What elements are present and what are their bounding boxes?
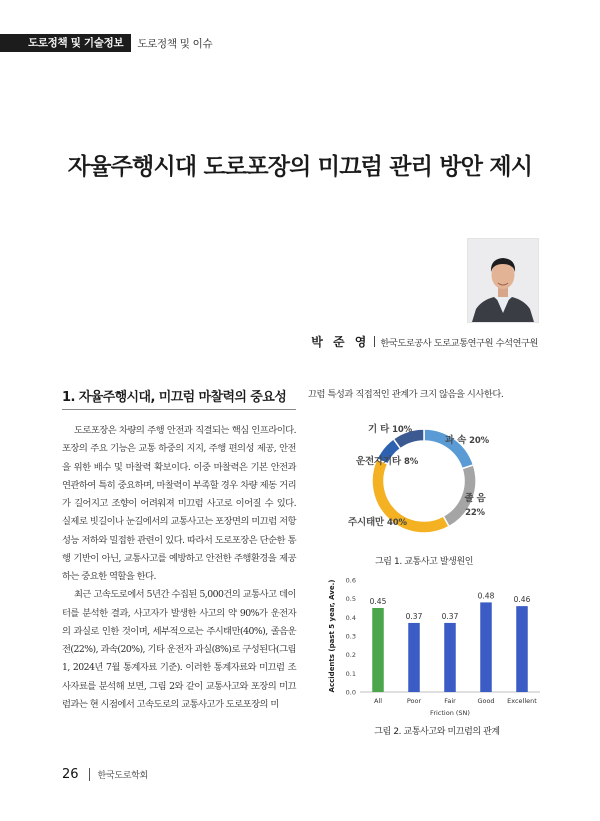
right-column-text: 끄럼 특성과 직접적인 관계가 크지 않음을 시사한다.: [308, 389, 504, 400]
author-name: 박 준 영: [311, 335, 370, 349]
bar-value-label: 0.45: [369, 597, 387, 606]
x-tick-label: Excellent: [507, 697, 537, 705]
y-tick-label: 0.6: [345, 576, 356, 585]
figure2-caption: 그림 2. 교통사고와 미끄럼의 관계: [374, 727, 500, 737]
y-tick-label: 0.3: [345, 632, 356, 641]
bar-value-label: 0.37: [405, 611, 423, 621]
bar-good: [480, 602, 492, 692]
donut-chart-svg: [308, 414, 540, 552]
bar-excellent: [516, 606, 528, 692]
bar-value-label: 0.46: [513, 595, 531, 605]
section-divider: [62, 409, 296, 410]
author-portrait-icon: [468, 239, 538, 322]
bar-chart-svg: [326, 572, 548, 720]
header-category-tag: 도로정책 및 기술정보: [0, 34, 131, 52]
x-axis-label: Friction (SN): [430, 709, 470, 717]
page-footer: [62, 767, 148, 782]
author-line: [311, 333, 538, 350]
donut-label-inattention: 주시태만 40%: [348, 517, 407, 528]
bar-value-label: 0.48: [477, 591, 495, 601]
footer-divider: [89, 768, 90, 781]
page-number: 26: [62, 767, 79, 782]
x-tick-label: Fair: [444, 697, 456, 705]
author-divider: [374, 336, 375, 347]
bar-poor: [408, 623, 420, 692]
body-paragraph: 최근 고속도로에서 5년간 수집된 5,000건의 교통사고 데이터를 분석한 결과, 사고자가 발생한 사고의 약 90%가 운전자의 과실로 인한 것이며, 세부적으로는 주시태만(40%), 졸음운전(22%), 과속(20%), 기타 운전자 과실(8%)로 구성된다(그림 1, 2024년 7월 통계자료 기준). 이러한 통계자료와 미끄럼 조사자료를 분석해 보면, 그림 2와 같이 교통사고와 포장의 미끄럼과는 현 시점에서 고속도로의 교통사고가 도로포장의 미: [62, 589, 296, 710]
donut-label-drowsy: 졸 음 22%: [464, 493, 486, 518]
body-paragraph: 도로포장은 차량의 주행 안전과 직결되는 핵심 인프라이다. 포장의 주요 기능은 교통 하중의 지지, 주행 편의성 제공, 안전을 위한 배수 및 마찰력 확보이다. 이중 마찰력은 기본 안전과 연관하여 특히 중요하며, 마찰력이 부족할 경우 차량 제동 거리가 길어지고 조향이 어려워져 미끄럼 사고로 이어질 수 있다. 실제로 빗길이나 눈길에서의 교통사고는 포장면의 미끄럼 저항 성능 저하와 밀접한 관련이 있다. 따라서 도로포장은 단순한 통행 기반이 아닌, 교통사고를 예방하고 안전한 주행환경을 제공하는 중요한 역할을 한다.: [62, 425, 296, 582]
x-tick-label: Good: [477, 697, 495, 705]
body-text: [62, 422, 296, 714]
header-subcategory: 도로정책 및 이슈: [137, 37, 213, 50]
article-title: 자율주행시대 도로포장의 미끄럼 관리 방안 제시: [67, 154, 533, 180]
y-tick-label: 0.1: [345, 669, 356, 678]
donut-label-speeding: 과 속 20%: [445, 435, 489, 446]
figure1-caption: 그림 1. 교통사고 발생원인: [374, 557, 474, 567]
y-tick-label: 0.4: [345, 613, 356, 622]
journal-name: 한국도로학회: [97, 771, 148, 781]
author-affiliation: 한국도로공사 도로교통연구원 수석연구원: [380, 337, 538, 349]
bar-value-label: 0.37: [441, 611, 459, 621]
author-photo: [467, 238, 539, 323]
figure1-donut-chart: [308, 414, 540, 552]
y-tick-label: 0.0: [345, 688, 356, 697]
donut-label-etc: 기 타 10%: [368, 424, 412, 435]
section-heading: 1. 자율주행시대, 미끄럼 마찰력의 중요성: [62, 390, 287, 405]
bar-all: [372, 608, 384, 692]
y-tick-label: 0.5: [345, 595, 356, 604]
donut-label-driver-other: 운전자기타 8%: [356, 456, 419, 467]
figure2-bar-chart: [326, 572, 548, 720]
x-tick-label: All: [373, 697, 383, 705]
y-axis-label: Accidents (past 5 year, Ave.): [328, 579, 336, 693]
y-tick-label: 0.2: [345, 651, 356, 660]
x-tick-label: Poor: [406, 697, 422, 705]
running-header: [0, 34, 212, 52]
bar-fair: [444, 623, 456, 692]
